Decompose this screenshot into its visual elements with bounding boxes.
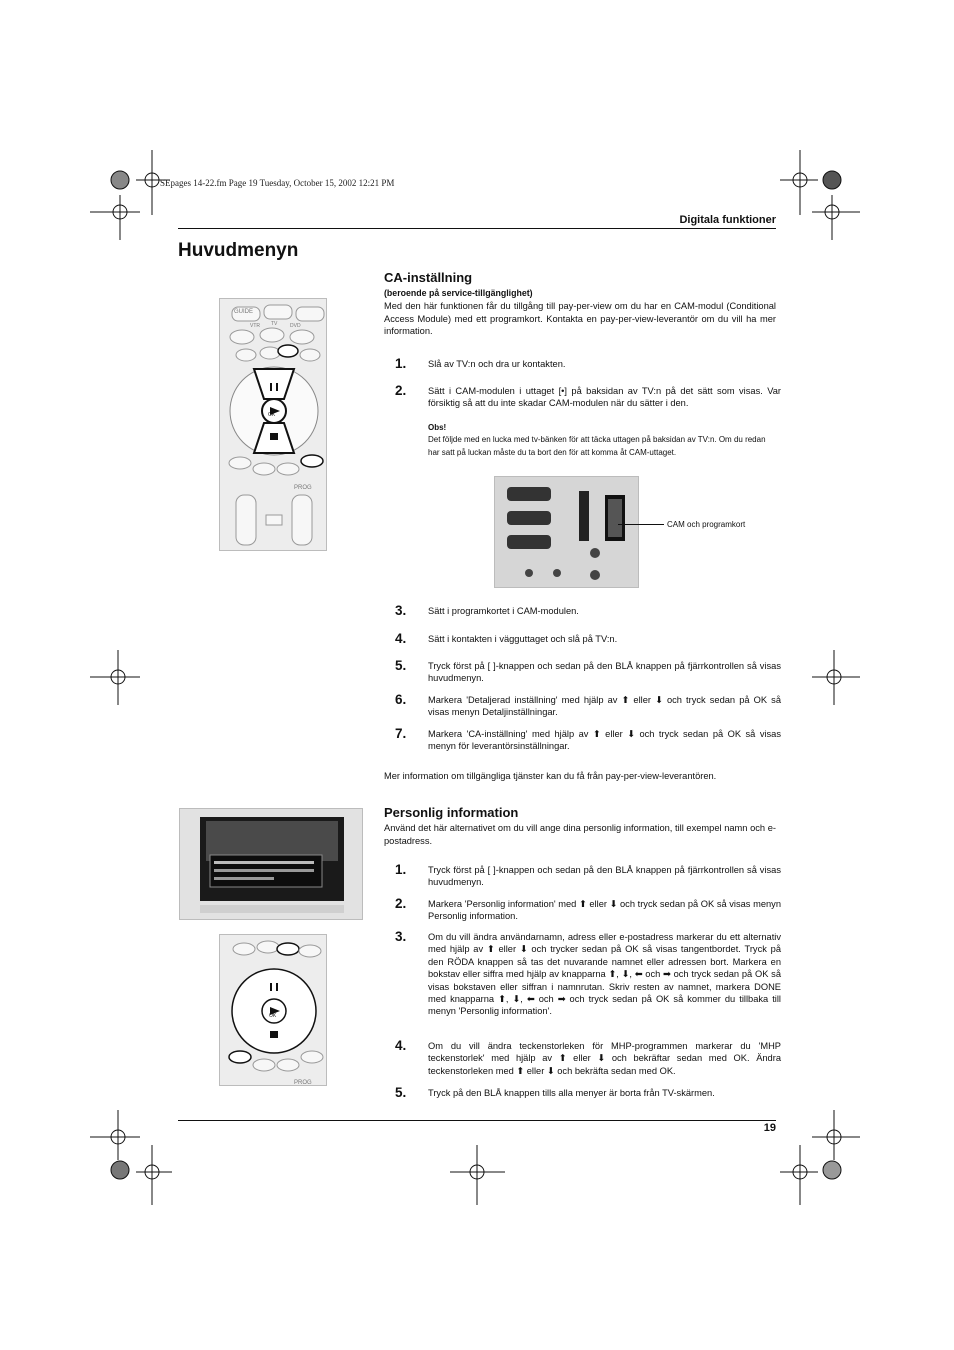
step-number: 4.: [395, 1038, 407, 1053]
tv-back-panel-drawing: [495, 477, 639, 588]
vtr-label: VTR: [250, 323, 260, 329]
step-text: Om du vill ändra användarnamn, adress eller e-postadress markerar du ett alternativ med hjälp av ⬆ eller ⬇ och trycker sedan på OK så visas tangentbordet. Tryck på den RÖDA knappen så tas det nuvarande namnet eller adressen bort. Markera en bokstav eller siffra med hjälp av knapparna ⬆, ⬇, ⬅ och ➡ och tryck sedan på OK så visas bokstaven eller siffran i namnrutan. Skriv resten av namnet, markera DONE med knapparna ⬆, ⬇, ⬅ och ➡ och tryck sedan på OK så kommer du tillbaka till menyn 'Personlig information'.: [428, 932, 781, 1017]
step-number: 3.: [395, 603, 407, 618]
ok-label-2: OK: [269, 1013, 277, 1019]
prog-label: PROG: [294, 485, 312, 491]
step-number: 2.: [395, 383, 407, 398]
personal-heading: Personlig information: [384, 805, 519, 820]
cam-slot-photo: [494, 476, 639, 588]
ca-outro: Mer information om tillgängliga tjänster kan du få från pay-per-view-leverantören.: [384, 771, 717, 781]
personal-intro: Använd det här alternativet om du vill ange dina personlig information, till exempel namn och e-postadress.: [384, 823, 776, 846]
footer-rule: [178, 1120, 776, 1121]
file-meta: SEpages 14-22.fm Page 19 Tuesday, October 15, 2002 12:21 PM: [160, 178, 395, 188]
step-text: Om du vill ändra teckenstorleken för MHP-programmen markerar du 'MHP teckenstorlek' med hjälp av ⬆ eller ⬇ och bekräftar sedan med OK. Ändra teckenstorleken med ⬆ eller ⬇ och bekräfta sedan med OK.: [428, 1041, 781, 1076]
step-number: 1.: [395, 862, 407, 877]
cam-caption: CAM och programkort: [667, 520, 746, 529]
step-number: 1.: [395, 356, 407, 371]
cam-callout-line: [618, 524, 664, 525]
ca-intro: Med den här funktionen får du tillgång till pay-per-view om du har en CAM-modul (Conditional Access Module) med ett programkort. Kontakta en pay-per-view-leverantör om du vill ha mer information.: [384, 301, 776, 336]
step-text: Markera 'CA-inställning' med hjälp av ⬆ eller ⬇ och tryck sedan på OK så visas menyn för leverantörsinställningar.: [428, 729, 781, 752]
remote-control-image-2: [219, 934, 327, 1086]
section-label: Digitala funktioner: [679, 214, 776, 226]
step-number: 4.: [395, 631, 407, 646]
step-text: Sätt i CAM-modulen i uttaget [•] på baksidan av TV:n på det sätt som visas. Var försiktig så att du inte skadar CAM-modulen när du sätter i den.: [428, 386, 781, 409]
step-number: 2.: [395, 896, 407, 911]
step-number: 7.: [395, 726, 407, 741]
ca-heading: CA-inställning: [384, 270, 473, 285]
step-number: 5.: [395, 1085, 407, 1100]
note-title: Obs!: [428, 423, 447, 432]
page-title: Huvudmenyn: [178, 240, 299, 261]
step-text: Markera 'Personlig information' med ⬆ eller ⬇ och tryck sedan på OK så visas menyn Personlig information.: [428, 899, 781, 922]
tv-menu-drawing: [180, 809, 363, 920]
header-rule: [178, 228, 776, 229]
guide-label: GUIDE: [234, 309, 254, 315]
step-number: 6.: [395, 692, 407, 707]
prog-label-2: PROG: [294, 1080, 312, 1086]
ca-subheading: (beroende på service-tillgänglighet): [384, 288, 533, 298]
note-text: Det följde med en lucka med tv-bänken för att täcka uttagen på baksidan av TV:n. Om du redan har satt på luckan måste du ta bort den för att komma åt CAM-uttaget.: [428, 435, 766, 457]
dvd-label: DVD: [290, 323, 301, 329]
step-number: 3.: [395, 929, 407, 944]
page-number: 19: [763, 1122, 776, 1134]
tv-screen-image: [179, 808, 363, 920]
step-text: Sätt i programkortet i CAM-modulen.: [428, 606, 579, 616]
tv-label: TV: [271, 321, 278, 327]
step-text: Markera 'Detaljerad inställning' med hjälp av ⬆ eller ⬇ och tryck sedan på OK så visas menyn Detaljinställningar.: [428, 695, 781, 718]
ok-label: OK: [268, 412, 276, 418]
step-text: Tryck på den BLÅ knappen tills alla menyer är borta från TV-skärmen.: [428, 1088, 715, 1098]
step-text: Slå av TV:n och dra ur kontakten.: [428, 359, 566, 369]
step-text: Sätt i kontakten i vägguttaget och slå på TV:n.: [428, 634, 618, 644]
remote-control-drawing-2: [220, 935, 327, 1086]
remote-control-drawing: [220, 299, 327, 551]
step-text: Tryck först på [ ]-knappen och sedan på den BLÅ knappen på fjärrkontrollen så visas huvudmenyn.: [428, 661, 781, 684]
step-text: Tryck först på [ ]-knappen och sedan på den BLÅ knappen på fjärrkontrollen så visas huvudmenyn.: [428, 865, 781, 888]
remote-control-image: [219, 298, 327, 551]
step-number: 5.: [395, 658, 407, 673]
